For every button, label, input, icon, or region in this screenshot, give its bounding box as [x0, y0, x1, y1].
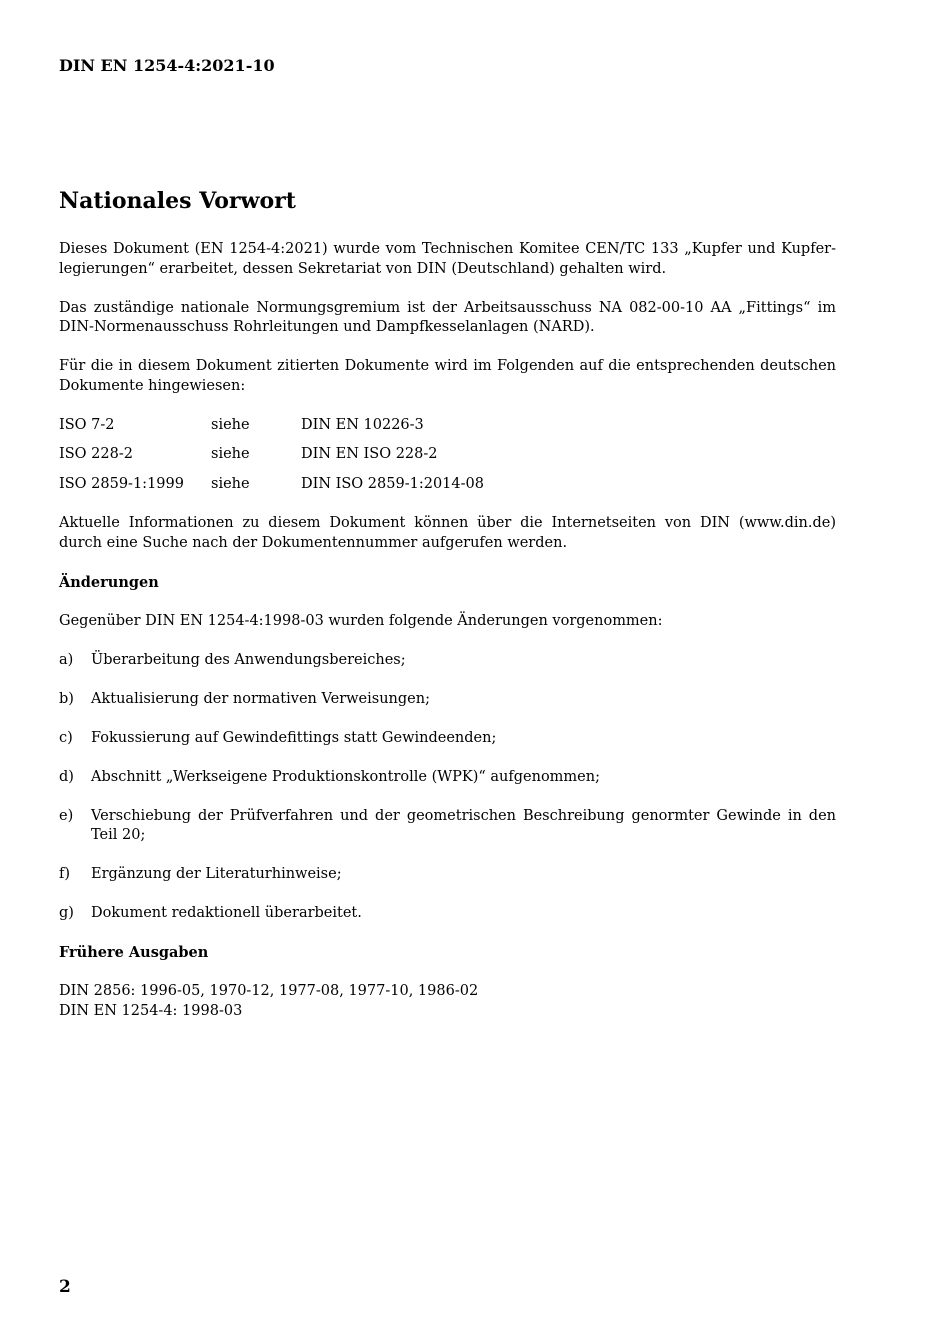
- list-item: [59, 865, 836, 885]
- changes-list: [59, 651, 836, 924]
- page-number: 2: [59, 1277, 71, 1297]
- list-item: [59, 690, 836, 710]
- list-item: [59, 729, 836, 749]
- table-row: [59, 445, 484, 475]
- list-text: Aktualisierung der normativen Verweisungen;: [91, 690, 430, 707]
- list-item: [59, 904, 836, 924]
- reference-relation: siehe: [211, 446, 250, 462]
- changes-heading: Änderungen: [59, 573, 159, 591]
- list-text: Ergänzung der Literaturhinweise;: [91, 866, 342, 882]
- list-text: Fokussierung auf Gewindefittings statt Gewindeenden;: [91, 729, 497, 746]
- reference-relation: siehe: [211, 475, 250, 492]
- list-marker: f): [59, 866, 71, 882]
- previous-editions-list: [59, 982, 836, 1021]
- list-marker: c): [59, 729, 73, 746]
- list-marker: g): [59, 905, 74, 921]
- reference-relation: siehe: [211, 416, 250, 433]
- reference-din: DIN EN 10226-3: [301, 416, 424, 433]
- document-id-header: DIN EN 1254-4:2021-10: [59, 56, 275, 75]
- list-marker: b): [59, 690, 74, 707]
- list-item: [59, 651, 836, 671]
- list-text: Abschnitt „Werkseigene Produktionskontrolle (WPK)“ aufgenommen;: [91, 768, 600, 785]
- previous-editions-heading: Frühere Ausgaben: [59, 944, 209, 961]
- changes-intro: Gegenüber DIN EN 1254-4:1998-03 wurden folgende Änderungen vorgenommen:: [59, 612, 663, 629]
- list-item: [59, 768, 836, 788]
- table-row: [59, 475, 484, 505]
- table-row: [59, 416, 484, 446]
- list-item: [59, 807, 836, 846]
- paragraph-committee: Dieses Dokument (EN 1254-4:2021) wurde vom Technischen Komitee CEN/TC 133 „Kupfer und Kupfer-legierungen“ erarbeitet, dessen Sekretariat von DIN (Deutschland) gehalten wird.: [59, 241, 836, 277]
- list-marker: a): [59, 651, 74, 668]
- reference-din: DIN EN ISO 228-2: [301, 446, 438, 462]
- section-title: Nationales Vorwort: [59, 188, 296, 214]
- list-text: Überarbeitung des Anwendungsbereiches;: [91, 651, 406, 668]
- list-text: Verschiebung der Prüfverfahren und der geometrischen Beschreibung genormter Gewinde in den Teil 20;: [91, 807, 836, 843]
- reference-table: [59, 416, 484, 505]
- list-text: Dokument redaktionell überarbeitet.: [91, 905, 362, 921]
- list-marker: e): [59, 807, 74, 824]
- document-page: [59, 0, 836, 1343]
- reference-iso: ISO 228-2: [59, 446, 133, 462]
- previous-edition-line: DIN 2856: 1996-05, 1970-12, 1977-08, 1977-10, 1986-02: [59, 983, 479, 999]
- paragraph-national-body: Das zuständige nationale Normungsgremium ist der Arbeitsausschuss NA 082-00-10 AA „Fittings“ im DIN-Normenausschuss Rohrleitungen und Dampfkesselanlagen (NARD).: [59, 299, 836, 335]
- previous-edition-line: DIN EN 1254-4: 1998-03: [59, 1002, 243, 1019]
- paragraph-info: Aktuelle Informationen zu diesem Dokument können über die Internetseiten von DIN (www.din.de) durch eine Suche nach der Dokumentennummer aufgerufen werden.: [59, 515, 836, 551]
- reference-din: DIN ISO 2859-1:2014-08: [301, 475, 484, 492]
- reference-iso: ISO 7-2: [59, 416, 115, 433]
- reference-iso: ISO 2859-1:1999: [59, 475, 184, 492]
- section-body: [59, 240, 836, 1021]
- paragraph-references-intro: Für die in diesem Dokument zitierten Dokumente wird im Folgenden auf die entsprechenden deutschen Dokumente hingewiesen:: [59, 358, 836, 394]
- list-marker: d): [59, 768, 74, 785]
